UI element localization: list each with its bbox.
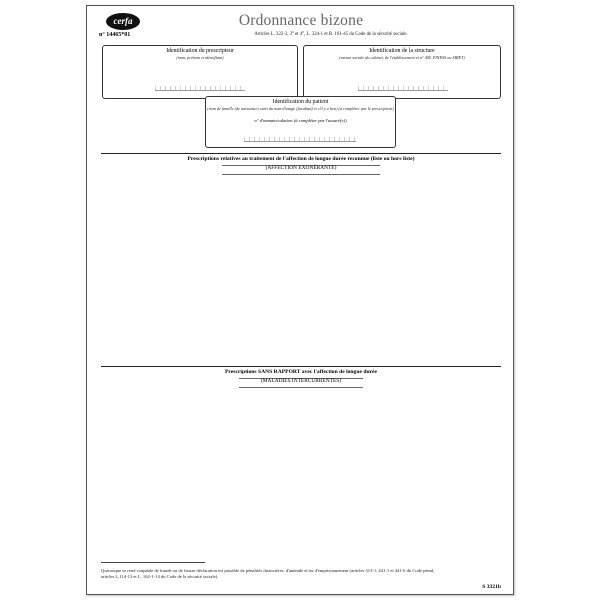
- prescriber-id-field[interactable]: [155, 86, 245, 91]
- fraud-notice: Quiconque se rend coupable de fraude ou de fausse déclaration est passible de pénalités financières, d'amende et/ou d'emprisonnement (articles 313-1, 441-1 et 441-6 du Code pénal, articles L.114-13 et L. 162-1-14 du Code de la sécurité sociale).: [101, 568, 435, 580]
- ald-section-title: Prescriptions relatives au traitement de l'affection de longue durée reconnue (liste ou hors liste): [187, 156, 415, 162]
- footnote-rule: [101, 562, 205, 563]
- patient-box-title: Identification du patient: [272, 99, 329, 105]
- patient-box-subtitle: (nom de famille (de naissance) suivi du nom d'usage (facultatif et s'il y a lieu) (à compléter par le prescripteur): [207, 105, 394, 111]
- form-reference: S 3321b: [482, 584, 501, 590]
- ald-section-subtitle: (AFFECTION EXONÉRANTE): [265, 165, 337, 171]
- section-divider: [101, 153, 501, 154]
- prescriber-box-title: Identification du prescripteur: [166, 48, 234, 54]
- ald-section-rule: [222, 174, 380, 175]
- legal-articles: Articles L. 322-3, 3° et 4°, L. 324-1 et R. 161-45 du Code de la sécurité sociale.: [254, 32, 408, 37]
- immatriculation-label: n° d'immatriculation (à compléter par l'assuré(e)): [254, 117, 347, 123]
- structure-id-field[interactable]: [358, 86, 448, 91]
- prescriber-box-subtitle: (nom, prénom et identifiant): [176, 54, 224, 60]
- other-section-title: Prescriptions SANS RAPPORT avec l'affection de longue durée: [224, 369, 377, 375]
- prescriber-identification-box[interactable]: [102, 45, 298, 99]
- patient-identification-box[interactable]: [205, 96, 396, 148]
- prescription-form-sheet: [86, 5, 514, 595]
- structure-box-title: Identification de la structure: [369, 48, 435, 54]
- other-section-rule: [239, 387, 363, 388]
- structure-box-subtitle: (raison sociale du cabinet, de l'établissement et n° AM, FINESS ou SIRET): [339, 54, 465, 60]
- other-section-subtitle: (MALADIES INTERCURRENTES): [260, 378, 342, 384]
- immatriculation-field[interactable]: [244, 137, 356, 142]
- form-title: Ordonnance bizone: [238, 12, 364, 29]
- form-number: n° 14465*01: [99, 32, 131, 38]
- section-divider: [101, 366, 501, 367]
- structure-identification-box[interactable]: [303, 45, 501, 99]
- cerfa-logo: cerfa: [106, 13, 140, 30]
